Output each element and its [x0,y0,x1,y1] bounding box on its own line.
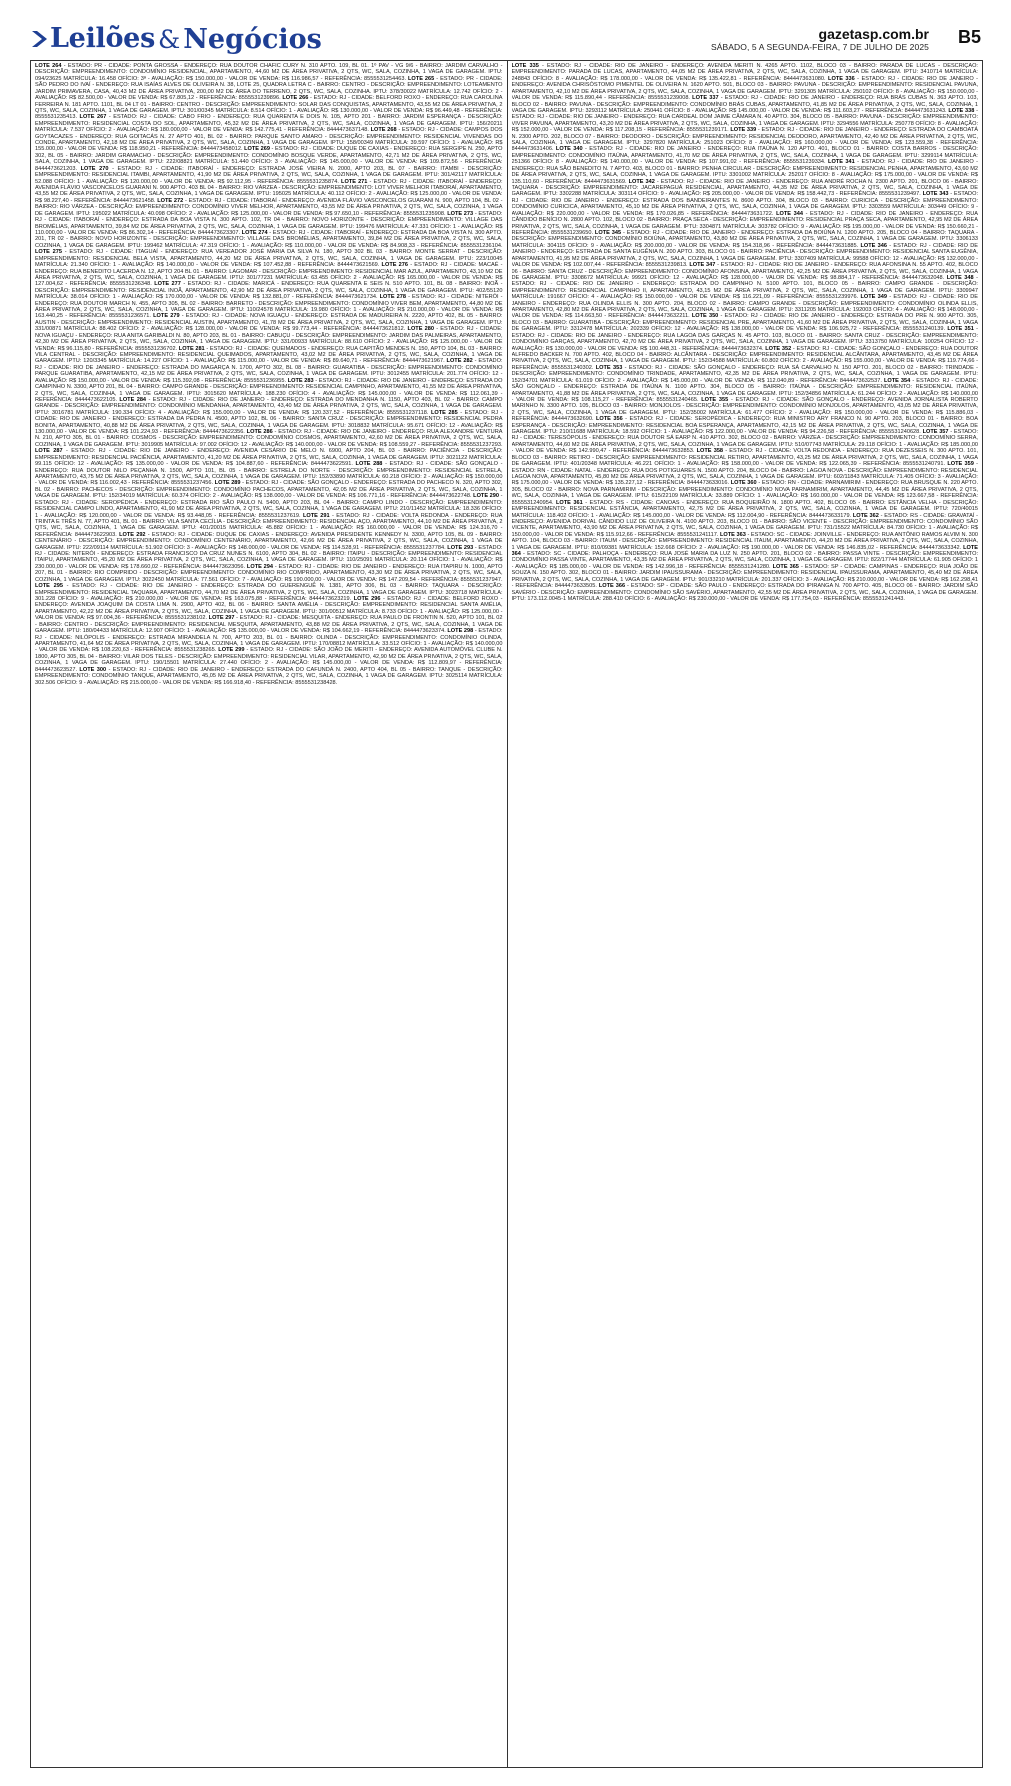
lot-id: LOTE 283 [287,377,314,384]
lot-id: LOTE 347 [689,262,716,269]
lot-id: LOTE 359 [947,461,974,468]
lot-text: - ESTADO: RJ - CIDADE: SEROPÉDICA - ENDEREÇO: ESTRADA RIO SÃO PAULO N. 5400, APTO 203, BL 04 - BAIRRO: CAMPO LINDO - DESCRIÇÃO: EMPREENDIMENTO: RESIDENCIAL CAMPO LINDO, APARTAMENTO, 41,90 M2 DE ÁREA PRIVATIVA, 2 QTS, WC, SALA, COZINHA, 1 VAGA DE GARAGEM. IPTU: 210/11452 MATRÍCULA: 18.336 OFÍCIO: 1 - AVALIAÇÃO: R$ 120.000,00 - VALOR DE VENDA: R$ 93.448,05 - REFERÊNCIA: 8555531237619. [35,493,503,519]
lot-id: LOTE 357 [922,429,949,436]
date-line: SÁBADO, 5 A SEGUNDA-FEIRA, 7 DE JULHO DE 2025 [710,42,929,52]
lot-id: LOTE 274 [241,229,268,236]
lot-text: - ESTADO: RJ - CIDADE: ITABORAÍ - ENDEREÇO: ESTRADA DA BOA VISTA N. 300 APTO. 102, TR 04 - BAIRRO: NOVO HORIZONTE - DESCRIÇÃO: EMPREENDIMENTO: VILLAGE DAS BROMÉLIAS, APARTAMENTO, 39,84 M2 DE ÁREA PRIVATIVA, 2 QTS, WC, SALA, COZINHA, 1 VAGA DE GARAGEM. IPTU: 199476 MATRÍCULA: 47.331 OFÍCIO: 1 - AVALIAÇÃO: R$ 110.000,00 - VALOR DE VENDA: R$ 86.302,14 - REFERÊNCIA: 8444473623307. [35,210,503,236]
chevron-right-icon [30,28,48,50]
brand-ampersand: & [157,24,181,54]
lot-text: - ESTADO: RJ - CIDADE: RIO DE JANEIRO - ENDEREÇO: RUA ALEXANDRE VENTURA N. 210, APTO 305, BL 01 - BAIRRO: COSMOS - DESCRIÇÃO: EMPREENDIMENTO: CONDOMÍNIO COSMOS, APARTAMENTO, 42,60 M2 DE ÁREA PRIVATIVA, 2 QTS, WC, SALA, COZINHA, 1 VAGA DE GARAGEM. IPTU: 3019905 MATRÍCULA: 97.002 OFÍCIO: 12 - AVALIAÇÃO: R$ 140.000,00 - VALOR DE VENDA: R$ 108.559,27 - REFERÊNCIA: 8555531237293. [35,429,503,448]
lot-id: LOTE 300 [79,666,107,673]
lot-text: - ESTADO: RJ - CIDADE: RIO DE JANEIRO - ENDEREÇO: RUA AFONSINA N. 55 APTO. 402, BLOCO 06 - BAIRRO: SANTA CRUZ - DESCRIÇÃO: EMPREENDIMENTO: CONDOMÍNIO AFONSINA, APARTAMENTO, 42,25 M2 DE ÁREA PRIVATIVA, 2 QTS, WC, SALA, COZINHA, 1 VAGA DE GARAGEM. IPTU: 3308672 MATRÍCULA: 99921 OFÍCIO: 12 - AVALIAÇÃO: R$ 128.000,00 - VALOR DE VENDA: R$ 98.884,17 - REFERÊNCIA: 8444473632048. [511,262,978,281]
lot-id: LOTE 362 [852,512,879,519]
lot-id: LOTE 346 [860,242,888,249]
lot-text: - ESTADO: RJ - CIDADE: RIO DE JANEIRO - ENDEREÇO: ESTRADA DA PEDRA N. 4500, APTO 102, BL 06 - BAIRRO: SANTA CRUZ - DESCRIÇÃO: EMPREENDIMENTO: RESIDENCIAL PEDRA BONITA, APARTAMENTO, 40,88 M2 DE ÁREA PRIVATIVA, 2 QTS, WC, SALA, COZINHA, 1 VAGA DE GARAGEM. IPTU: 3018832 MATRÍCULA: 95.671 OFÍCIO: 12 - AVALIAÇÃO: R$ 130.000,00 - VALOR DE VENDA: R$ 101.224,93 - REFERÊNCIA: 8444473622356. [35,409,503,436]
lot-text: - ESTADO: RJ - CIDADE: SÃO GONÇALO - ENDEREÇO: RUA DOUTOR ALFREDO BACKER N. 700 APTO. 402, BLOCO 04 - BAIRRO: ALCÂNTARA - DESCRIÇÃO: EMPREENDIMENTO: RESIDENCIAL ALCÂNTARA, APARTAMENTO, 43,45 M2 DE ÁREA PRIVATIVA, 2 QTS, WC, SALA, COZINHA, 1 VAGA DE GARAGEM. IPTU: 152/34588 MATRÍCULA: 60.802 OFÍCIO: 2 - AVALIAÇÃO: R$ 155.000,00 - VALOR DE VENDA: R$ 119.774,66 - REFERÊNCIA: 8555531240302. [511,345,978,371]
lot-id: LOTE 338 [948,107,975,114]
lot-id: LOTE 282 [446,358,473,365]
lot-id: LOTE 294 [246,563,274,570]
lot-text: - ESTADO: RJ - CIDADE: VOLTA REDONDA - ENDEREÇO: RUA TRINTA E TRÊS N. 77, APTO 401, BL 01 - BAIRRO: VILA SANTA CECÍLIA - DESCRIÇÃO: EMPREENDIMENTO: RESIDENCIAL AÇO, APARTAMENTO, 44,10 M2 DE ÁREA PRIVATIVA, 2 QTS, WC, SALA, COZINHA, 1 VAGA DE GARAGEM. IPTU: 401/20015 MATRÍCULA: 45.882 OFÍCIO: 1 - AVALIAÇÃO: R$ 160.000,00 - VALOR DE VENDA: R$ 124.316,70 - REFERÊNCIA: 8444473622903. [35,512,503,538]
lot-text: - ESTADO: RJ - CIDADE: MESQUITA - ENDEREÇO: RUA PAULO DE FRONTIN N. 520, APTO 101, BL 02 - BAIRRO: CENTRO - DESCRIÇÃO: EMPREENDIMENTO: RESIDENCIAL MESQUITA, APARTAMENTO, 43,88 M2 DE ÁREA PRIVATIVA, 2 QTS, WC, SALA, COZINHA, 1 VAGA DE GARAGEM. IPTU: 180/04433 MATRÍCULA: 12.907 OFÍCIO: 1 - AVALIAÇÃO: R$ 135.000,00 - VALOR DE VENDA: R$ 104.662,19 - REFERÊNCIA: 8444473623374. [35,615,503,635]
lot-text: - ESTADO: RJ - CIDADE: RIO DE JANEIRO - ENDEREÇO: AVENIDA MERITI N. 4265 APTO. 1102, BLOCO 03 - BAIRRO: PARADA DE LUCAS - DESCRIÇÃO: EMPREENDIMENTO: PARADA DE LUCAS, APARTAMENTO, 44,05 M2 DE ÁREA PRIVATIVA, 2 QTS, WC, SALA, COZINHA, 1 VAGA DE GARAGEM. IPTU: 3410714 MATRÍCULA: 248843 OFÍCIO: 8 - AVALIAÇÃO: R$ 178.000,00 - VALOR DE VENDA: R$ 135.422,81 - REFERÊNCIA: 8444473631080. [511,63,978,82]
lot-text: - ESTADO: SP - CIDADE: SÃO PAULO - ENDEREÇO: ESTRADA DO IPIRANGA N. 700 APTO. 405, BLOCO 06 - BAIRRO: JARDIM SÃO SAVÉRIO - DESCRIÇÃO: EMPREENDIMENTO: CONDOMÍNIO SÃO SAVÉRIO, APARTAMENTO, 42,55 M2 DE ÁREA PRIVATIVA, 2 QTS, WC, SALA, COZINHA, 1 VAGA DE GARAGEM. IPTU: 173.112.0045-1 MATRÍCULA: 288.410 OFÍCIO: 6 - AVALIAÇÃO: R$ 230.000,00 - VALOR DE VENDA: R$ 177.754,03 - REFERÊNCIA: 8555531241443. [511,583,978,603]
lot-id: LOTE 268 [370,127,397,134]
lot-id: LOTE 339 [730,127,757,134]
lot-id: LOTE 273 [447,210,474,217]
lot-text: - ESTADO: RJ - CIDADE: ITABORAÍ - ENDEREÇO: AVENIDA FLÁVIO VASCONCELOS GUARANI N. 900 APTO. 403 BL 04 - BAIRRO: RIO VÁRZEA - DESCRIÇÃO: EMPREENDIMENTO: LOT VIVER MELHOR ITABORAÍ, APARTAMENTO, 43,55 M2 DE ÁREA PRIVATIVA, 2 QTS, WC, SALA, COZINHA, 1 VAGA DE GARAGEM. IPTU: 195025 MATRÍCULA: 40.112 OFÍCIO: 2 - AVALIAÇÃO: R$ 125.000,00 - VALOR DE VENDA: R$ 98.227,40 - REFERÊNCIA: 8444473621458. [35,178,503,204]
lot-id: LOTE 358 [696,448,724,455]
lot-text: - ESTADO: RJ - CIDADE: NOVA IGUAÇU - ENDEREÇO: RUA ANITA GARIBALDI N. 80, APTO 203, BL 01 - BAIRRO: CABUÇU - DESCRIÇÃO: EMPREENDIMENTO: JARDIM DAS PALMEIRAS, APARTAMENTO, 42,30 M2 DE ÁREA PRIVATIVA, 2 QTS, WC, SALA, COZINHA, 1 VAGA DE GARAGEM. IPTU: 331/00933 MATRÍCULA: 88.610 OFÍCIO: 2 - AVALIAÇÃO: R$ 125.000,00 - VALOR DE VENDA: R$ 96.115,80 - REFERÊNCIA: 8555531236702. [35,326,503,352]
lot-id: LOTE 265 [408,75,435,82]
lot-id: LOTE 270 [80,165,109,172]
lot-text: - ESTADO: RJ - CIDADE: RIO DE JANEIRO - ENDEREÇO: ESTRADA DA BOIÚNA N. 1200 APTO. 205, BLOCO 04 - BAIRRO: TAQUARA - DESCRIÇÃO: EMPREENDIMENTO: CONDOMÍNIO BOIÚNA, APARTAMENTO, 43,80 M2 DE ÁREA PRIVATIVA, 2 QTS, WC, SALA, COZINHA, 1 VAGA DE GARAGEM. IPTU: 3306133 MATRÍCULA: 304115 OFÍCIO: 9 - AVALIAÇÃO: R$ 200.000,00 - VALOR DE VENDA: R$ 154.318,96 - REFERÊNCIA: 8444473631885. [511,229,978,249]
lot-id: LOTE 352 [765,345,792,352]
lot-id: LOTE 343 [922,191,949,198]
left-column-text [35,63,503,1765]
lot-id: LOTE 291 [302,512,330,519]
lot-text: - ESTADO: RJ - CIDADE: RIO DE JANEIRO - ENDEREÇO: RUA ANDRÉ ROCHA N. 2300 APTO. 201, BLOCO 06 - BAIRRO: TAQUARA - DESCRIÇÃO: EMPREENDIMENTO: JACAREPAGUÁ RESIDENCIAL, APARTAMENTO, 44,35 M2 DE ÁREA PRIVATIVA, 2 QTS, WC, SALA, COZINHA, 1 VAGA DE GARAGEM. IPTU: 3302288 MATRÍCULA: 303114 OFÍCIO: 9 - AVALIAÇÃO: R$ 205.000,00 - VALOR DE VENDA: R$ 158.442,73 - REFERÊNCIA: 8555531239497. [511,178,978,198]
site-url[interactable]: gazetasp.com.br [818,26,929,42]
lot-id: LOTE 341 [828,159,855,166]
lot-text: - ESTADO: RJ - CIDADE: RIO DE JANEIRO - ENDEREÇO: ESTRADA DO CAMPINHO N. 5100 APTO. 101, BLOCO 05 - BAIRRO: CAMPO GRANDE - DESCRIÇÃO: EMPREENDIMENTO: RESIDENCIAL CAMPINHO II, APARTAMENTO, 43,15 M2 DE ÁREA PRIVATIVA, 2 QTS, WC, SALA, COZINHA, 1 VAGA DE GARAGEM. IPTU: 3309947 MATRÍCULA: 191667 OFÍCIO: 4 - AVALIAÇÃO: R$ 150.000,00 - VALOR DE VENDA: R$ 116.221,09 - REFERÊNCIA: 8555531239976. [511,274,978,301]
lot-text: - ESTADO: RJ - CIDADE: ITABORAÍ - ENDEREÇO: ESTRADA DA BOA VISTA N. 300 APTO. 201, TR 02 - BAIRRO: NOVO HORIZONTE - DESCRIÇÃO: EMPREENDIMENTO: VILLAGE DAS BROMÉLIAS, APARTAMENTO, 39,84 M2 DE ÁREA PRIVATIVA, 2 QTS, WC, SALA, COZINHA, 1 VAGA DE GARAGEM. IPTU: 199462 MATRÍCULA: 47.319 OFÍCIO: 1 - AVALIAÇÃO: R$ 110.000,00 - VALOR DE VENDA: R$ 84.908,33 - REFERÊNCIA: 8555531236104. [35,229,503,249]
lot-id: LOTE 344 [776,210,803,217]
lot-id: LOTE 288 [355,461,383,468]
lot-text: - ESTADO: SC - CIDADE: PALHOÇA - ENDEREÇO: RUA JOSÉ MARIA DA LUZ N. 250 APTO. 201, BLOCO 02 - BAIRRO: PASSA VINTE - DESCRIÇÃO: EMPREENDIMENTO: CONDOMÍNIO PASSA VINTE, APARTAMENTO, 43,35 M2 DE ÁREA PRIVATIVA, 2 QTS, WC, SALA, COZINHA, 1 VAGA DE GARAGEM. IPTU: 822/17744 MATRÍCULA: 61.905 OFÍCIO: 1 - AVALIAÇÃO: R$ 185.000,00 - VALOR DE VENDA: R$ 142.996,18 - REFERÊNCIA: 8555531241280. [511,551,978,570]
lot-text: - ESTADO: RJ - CIDADE: RIO DE JANEIRO - ENDEREÇO: RUA SÃO BENEDITO N. 7 APTO. 403, BLOCO 01 - BAIRRO: PENHA CIRCULAR - DESCRIÇÃO: EMPREENDIMENTO: RESIDENCIAL PENHA, APARTAMENTO, 43,60 M2 DE ÁREA PRIVATIVA, 2 QTS, WC, SALA, COZINHA, 1 VAGA DE GARAGEM. IPTU: 3301002 MATRÍCULA: 252017 OFÍCIO: 8 - AVALIAÇÃO: R$ 175.000,00 - VALOR DE VENDA: R$ 135.110,60 - REFERÊNCIA: 8444473631569. [511,159,978,185]
lot-text: - ESTADO: RJ - CIDADE: SÃO JOÃO DE MERITI - ENDEREÇO: AVENIDA AUTOMÓVEL CLUBE N. 1800, APTO 305, BL 04 - BAIRRO: VILAR DOS TELES - DESCRIÇÃO: EMPREENDIMENTO: RESIDENCIAL VILAR, APARTAMENTO, 42,90 M2 DE ÁREA PRIVATIVA, 2 QTS, WC, SALA, COZINHA, 1 VAGA DE GARAGEM. IPTU: 190/15501 MATRÍCULA: 27.440 OFÍCIO: 2 - AVALIAÇÃO: R$ 145.000,00 - VALOR DE VENDA: R$ 112.809,97 - REFERÊNCIA: 8444473623527. [35,647,503,673]
left-column [31,61,507,1767]
lot-text: - ESTADO: RJ - CIDADE: SÃO GONÇALO - ENDEREÇO: AVENIDA JORNALISTA ROBERTO MARINHO N. 3300 APTO. 105, BLOCO 03 - BAIRRO: MONJOLOS - DESCRIÇÃO: EMPREENDIMENTO: CONDOMÍNIO MONJOLOS, APARTAMENTO, 43,05 M2 DE ÁREA PRIVATIVA, 2 QTS, WC, SALA, COZINHA, 1 VAGA DE GARAGEM. IPTU: 152/35002 MATRÍCULA: 61.477 OFÍCIO: 2 - AVALIAÇÃO: R$ 150.000,00 - VALOR DE VENDA: R$ 115.886,03 - REFERÊNCIA: 8444473632690. [511,396,978,423]
lot-text: - ESTADO: RJ - CIDADE: RIO DE JANEIRO - ENDEREÇO: AVENIDA CHRISÓSTOMO PIMENTEL DE OLIVEIRA N. 1620 APTO. 501, BLOCO 03 - BAIRRO: PAVUNA - DESCRIÇÃO: EMPREENDIMENTO: RESIDENCIAL PAVUNA, APARTAMENTO, 42,10 M2 DE ÁREA PRIVATIVA, 2 QTS, WC, SALA, COZINHA, 1 VAGA DE GARAGEM. IPTU: 3291305 MATRÍCULA: 250102 OFÍCIO: 8 - AVALIAÇÃO: R$ 150.000,00 - VALOR DE VENDA: R$ 115.890,44 - REFERÊNCIA: 8555531239008. [511,75,978,102]
lot-id: LOTE 271 [341,178,368,185]
lot-text: - ESTADO: RJ - CIDADE: RIO DE JANEIRO - ENDEREÇO: ESTRADA DOS BANDEIRANTES N. 8600 APTO. 304, BLOCO 03 - BAIRRO: CURICICA - DESCRIÇÃO: EMPREENDIMENTO: CONDOMÍNIO CURICICA, APARTAMENTO, 45,10 M2 DE ÁREA PRIVATIVA, 2 QTS, WC, SALA, COZINHA, 1 VAGA DE GARAGEM. IPTU: 3303559 MATRÍCULA: 303449 OFÍCIO: 9 - AVALIAÇÃO: R$ 220.000,00 - VALOR DE VENDA: R$ 170.026,85 - REFERÊNCIA: 8444473631722. [511,191,978,217]
lot-text: - ESTADO: RJ - CIDADE: RIO DE JANEIRO - ENDEREÇO: ESTRADA DE SANTA EUGÊNIA N. 200 APTO. 303, BLOCO 01 - BAIRRO: PACIÊNCIA - DESCRIÇÃO: EMPREENDIMENTO: RESIDENCIAL SANTA EUGÊNIA, APARTAMENTO, 41,95 M2 DE ÁREA PRIVATIVA, 2 QTS, WC, SALA, COZINHA, 1 VAGA DE GARAGEM. IPTU: 3307409 MATRÍCULA: 99588 OFÍCIO: 12 - AVALIAÇÃO: R$ 132.000,00 - VALOR DE VENDA: R$ 102.007,44 - REFERÊNCIA: 8555531239813. [511,242,978,269]
lot-id: LOTE 289 [214,480,241,487]
lot-id: LOTE 272 [157,197,184,204]
lot-id: LOTE 280 [407,326,434,333]
lot-text: - ESTADO: SC - CIDADE: JOINVILLE - ENDEREÇO: RUA ANTÔNIO RAMOS ALVIM N. 300 APTO. 104, BLOCO 03 - BAIRRO: ITAUM - DESCRIÇÃO: EMPREENDIMENTO: RESIDENCIAL ITAUM, APARTAMENTO, 44,20 M2 DE ÁREA PRIVATIVA, 2 QTS, WC, SALA, COZINHA, 1 VAGA DE GARAGEM. IPTU: 810/09381 MATRÍCULA: 152.668 OFÍCIO: 2 - AVALIAÇÃO: R$ 190.000,00 - VALOR DE VENDA: R$ 146.835,02 - REFERÊNCIA: 8444473633342. [511,531,978,551]
lot-text: - ESTADO: RN - CIDADE: PARNAMIRIM - ENDEREÇO: RUA BRUSQUE N. 220 APTO. 305, BLOCO 02 - BAIRRO: NOVA PARNAMIRIM - DESCRIÇÃO: EMPREENDIMENTO: CONDOMÍNIO NOVA PARNAMIRIM, APARTAMENTO, 44,45 M2 DE ÁREA PRIVATIVA, 2 QTS, WC, SALA, COZINHA, 1 VAGA DE GARAGEM. IPTU: 615/22109 MATRÍCULA: 33.889 OFÍCIO: 1 - AVALIAÇÃO: R$ 160.000,00 - VALOR DE VENDA: R$ 123.667,58 - REFERÊNCIA: 8555531240954. [511,480,978,506]
lot-id: LOTE 365 [772,563,799,570]
lot-text: - ESTADO: RJ - CIDADE: SÃO GONÇALO - ENDEREÇO: RUA SÁ CARVALHO N. 150 APTO. 201, BLOCO 02 - BAIRRO: TRINDADE - DESCRIÇÃO: EMPREENDIMENTO: CONDOMÍNIO TRINDADE, APARTAMENTO, 42,35 M2 DE ÁREA PRIVATIVA, 2 QTS, WC, SALA, COZINHA, 1 VAGA DE GARAGEM. IPTU: 152/34701 MATRÍCULA: 61.019 OFÍCIO: 2 - AVALIAÇÃO: R$ 145.000,00 - VALOR DE VENDA: R$ 112.040,89 - REFERÊNCIA: 8444473632537. [511,364,978,384]
lot-text: - ESTADO: RS - CIDADE: CANOAS - ENDEREÇO: RUA BOQUEIRÃO N. 1800 APTO. 402, BLOCO 05 - BAIRRO: ESTÂNCIA VELHA - DESCRIÇÃO: EMPREENDIMENTO: RESIDENCIAL ESTÂNCIA, APARTAMENTO, 42,75 M2 DE ÁREA PRIVATIVA, 2 QTS, WC, SALA, COZINHA, 1 VAGA DE GARAGEM. IPTU: 720/40015 MATRÍCULA: 118.402 OFÍCIO: 1 - AVALIAÇÃO: R$ 145.000,00 - VALOR DE VENDA: R$ 112.004,90 - REFERÊNCIA: 8444473633179. [511,499,978,519]
lot-id: LOTE 354 [883,377,911,384]
lot-text: - ESTADO: SP - CIDADE: CAMPINAS - ENDEREÇO: RUA JOÃO DE SOUZA N. 150 APTO. 302, BLOCO 01 - BAIRRO: JARDIM IPAUSSURAMA - DESCRIÇÃO: EMPREENDIMENTO: RESIDENCIAL IPAUSSURAMA, APARTAMENTO, 45,40 M2 DE ÁREA PRIVATIVA, 2 QTS, WC, SALA, COZINHA, 1 VAGA DE GARAGEM. IPTU: 901/33210 MATRÍCULA: 201.337 OFÍCIO: 3 - AVALIAÇÃO: R$ 210.000,00 - VALOR DE VENDA: R$ 162.298,41 - REFERÊNCIA: 8444473633505. [511,563,978,590]
lot-text: - ESTADO: RJ - CIDADE: SÃO GONÇALO - ENDEREÇO: RUA DOUTOR NILO PEÇANHA N. 1500, APTO 101, BL 05 - BAIRRO: ESTRELA DO NORTE - DESCRIÇÃO: EMPREENDIMENTO: RESIDENCIAL ESTRELA, APARTAMENTO, 43,75 M2 DE ÁREA PRIVATIVA, 2 QTS, WC, SALA, COZINHA, 1 VAGA DE GARAGEM. IPTU: 152/33890 MATRÍCULA: 60.218 OFÍCIO: 2 - AVALIAÇÃO: R$ 150.000,00 - VALOR DE VENDA: R$ 116.002,43 - REFERÊNCIA: 8555531237456. [35,461,503,487]
lot-id: LOTE 286 [246,429,273,436]
lot-id: LOTE 340 [555,146,583,153]
lot-text: - ESTADO: RJ - CIDADE: DUQUE DE CAXIAS - ENDEREÇO: RUA SERGIPE N. 250, APTO 302, BL 05 - BAIRRO: JARDIM GRAMACHO - DESCRIÇÃO: EMPREENDIMENTO: CONDOMÍNIO BOSQUE VERDE, APARTAMENTO, 42,71 M2 DE ÁREA PRIVATIVA, 2 QTS, WC, SALA, COZINHA, 1 VAGA DE GARAGEM. IPTU: 222/08821 MATRÍCULA: 51.440 OFÍCIO: 3 - AVALIAÇÃO: R$ 145.000,00 - VALOR DE VENDA: R$ 109.872,56 - REFERÊNCIA: 8444473621203. [35,146,503,172]
brand-negocios: Negócios [183,23,322,55]
lot-id: LOTE 269 [244,146,270,153]
lot-id: LOTE 337 [692,95,719,102]
lot-text: - ESTADO: RJ - CIDADE: BELFORD ROXO - ENDEREÇO: RUA CAROLINA FERREIRA N. 181 APTO. 1101, BL 04 LT 01 - BAIRRO: CENTRO - DESCRIÇÃO: EMPREENDIMENTO: SOLAR DAS CONQUISTAS, APARTAMENTO, 43,55 M2 DE ÁREA PRIVATIVA, 2 QTS, WC, SALA, COZINHA, 1 VAGA DE GARAGEM. IPTU: 301/00345 MATRÍCULA: 8.514 OFÍCIO: 1 - AVALIAÇÃO: R$ 130.000,00 - VALOR DE VENDA: R$ 96.449,48 - REFERÊNCIA: 8555531235413. [35,95,503,121]
page-number: B5 [957,27,981,47]
lot-text: - ESTADO: RJ - CIDADE: RIO DE JANEIRO - ENDEREÇO: ESTRADA DO MENDANHA N. 1150, APTO 403, BL 02 - BAIRRO: CAMPO GRANDE - DESCRIÇÃO: EMPREENDIMENTO: CONDOMÍNIO MENDANHA, APARTAMENTO, 43,40 M2 DE ÁREA PRIVATIVA, 2 QTS, WC, SALA, COZINHA, 1 VAGA DE GARAGEM. IPTU: 3016781 MATRÍCULA: 190.334 OFÍCIO: 4 - AVALIAÇÃO: R$ 155.000,00 - VALOR DE VENDA: R$ 120.337,52 - REFERÊNCIA: 8555531237118. [35,396,503,416]
lot-id: LOTE 364 [511,544,978,558]
lot-id: LOTE 295 [35,583,63,590]
lot-text: - ESTADO: RJ - CIDADE: TERESÓPOLIS - ENDEREÇO: RUA DOUTOR SÁ EARP N. 410 APTO. 302, BLOCO 02 - BAIRRO: VÁRZEA - DESCRIÇÃO: EMPREENDIMENTO: CONDOMÍNIO SERRA, APARTAMENTO, 44,60 M2 DE ÁREA PRIVATIVA, 2 QTS, WC, SALA, COZINHA, 1 VAGA DE GARAGEM. IPTU: 510/07743 MATRÍCULA: 29.118 OFÍCIO: 1 - AVALIAÇÃO: R$ 185.000,00 - VALOR DE VENDA: R$ 142.990,47 - REFERÊNCIA: 8444473632853. [511,429,978,455]
lot-id: LOTE 299 [218,647,245,654]
lot-id: LOTE 335 [511,63,539,69]
lot-text: - ESTADO: RJ - CIDADE: SÃO GONÇALO - ENDEREÇO: ESTRADA DE ITAÚNA N. 1100 APTO. 304, BLOCO 05 - BAIRRO: ITAÚNA - DESCRIÇÃO: EMPREENDIMENTO: RESIDENCIAL ITAÚNA, APARTAMENTO, 41,88 M2 DE ÁREA PRIVATIVA, 2 QTS, WC, SALA, COZINHA, 1 VAGA DE GARAGEM. IPTU: 152/34856 MATRÍCULA: 61.244 OFÍCIO: 2 - AVALIAÇÃO: R$ 140.000,00 - VALOR DE VENDA: R$ 108.115,27 - REFERÊNCIA: 8555531240465. [511,377,978,403]
lot-text: - ESTADO: RJ - CIDADE: QUEIMADOS - ENDEREÇO: RUA CAPITÃO MENDES N. 150, APTO 104, BL 03 - BAIRRO: VILA CENTRAL - DESCRIÇÃO: EMPREENDIMENTO: RESIDENCIAL QUEIMADOS, APARTAMENTO, 43,02 M2 DE ÁREA PRIVATIVA, 2 QTS, WC, SALA, COZINHA, 1 VAGA DE GARAGEM. IPTU: 120/3345 MATRÍCULA: 14.227 OFÍCIO: 1 - AVALIAÇÃO: R$ 115.000,00 - VALOR DE VENDA: R$ 89.640,71 - REFERÊNCIA: 8444473621967. [35,345,503,365]
lot-text: - ESTADO: RJ - CIDADE: RIO DE JANEIRO - ENDEREÇO: ESTRADA DO PRE N. 900 APTO. 305, BLOCO 03 - BAIRRO: GUARATIBA - DESCRIÇÃO: EMPREENDIMENTO: RESIDENCIAL PRE, APARTAMENTO, 41,60 M2 DE ÁREA PRIVATIVA, 2 QTS, WC, SALA, COZINHA, 1 VAGA DE GARAGEM. IPTU: 3312478 MATRÍCULA: 202339 OFÍCIO: 12 - AVALIAÇÃO: R$ 138.000,00 - VALOR DE VENDA: R$ 106.925,72 - REFERÊNCIA: 8555531240139. [511,313,978,333]
lot-id: LOTE 275 [35,249,62,256]
lot-text: - ESTADO: RJ - CIDADE: CABO FRIO - ENDEREÇO: RUA QUARENTA E DOIS N. 105, APTO 201 - BAIRRO: JARDIM ESPERANÇA - DESCRIÇÃO: EMPREENDIMENTO: RESIDENCIAL COSTA DO SOL, APARTAMENTO, 45,32 M2 DE ÁREA PRIVATIVA, 2 QTS, WC, SALA, COZINHA, 1 VAGA DE GARAGEM. IPTU: 156/20211 MATRÍCULA: 7.537 OFÍCIO: 2 - AVALIAÇÃO: R$ 180.000,00 - VALOR DE VENDA: R$ 142.775,41 - REFERÊNCIA: 8444473637148. [35,114,503,134]
lot-id: LOTE 360 [730,480,757,487]
lot-id: LOTE 350 [691,313,719,320]
lot-text: - ESTADO: RJ - CIDADE: ITAGUAÍ - ENDEREÇO: RUA VEREADOR JOSÉ MARIA DA SILVA N. 180, APTO 302 BL 03 - BAIRRO: MONTE SERRAT - DESCRIÇÃO: EMPREENDIMENTO: RESIDENCIAL BELA VISTA, APARTAMENTO, 44,20 M2 DE ÁREA PRIVATIVA, 2 QTS, WC, SALA, COZINHA, 1 VAGA DE GARAGEM. IPTU: 223/10045 MATRÍCULA: 21.340 OFÍCIO: 1 - AVALIAÇÃO: R$ 140.000,00 - VALOR DE VENDA: R$ 107.452,88 - REFERÊNCIA: 8444473621569. [35,249,503,269]
lot-text: - ESTADO: RJ - CIDADE: RIO DE JANEIRO - ENDEREÇO: RUA OLINDA ELLIS N. 300 APTO. 204, BLOCO 02 - BAIRRO: CAMPO GRANDE - DESCRIÇÃO: EMPREENDIMENTO: CONDOMÍNIO OLINDA ELLIS, APARTAMENTO, 42,80 M2 DE ÁREA PRIVATIVA, 2 QTS, WC, SALA, COZINHA, 1 VAGA DE GARAGEM. IPTU: 3311205 MATRÍCULA: 192003 OFÍCIO: 4 - AVALIAÇÃO: R$ 148.000,00 - VALOR DE VENDA: R$ 114.663,50 - REFERÊNCIA: 8444473632211. [511,294,978,320]
lot-id: LOTE 279 [153,313,180,320]
lot-id: LOTE 336 [828,75,855,82]
lot-id: LOTE 287 [35,448,63,455]
lot-id: LOTE 366 [598,583,626,590]
section-brand [30,23,322,55]
lot-id: LOTE 363 [719,531,746,538]
lot-text: - ESTADO: RJ - CIDADE: RIO DE JANEIRO - ENDEREÇO: ESTRADA DO CAMBOATÁ N. 2300 APTO. 202, BLOCO 07 - BAIRRO: DEODORO - DESCRIÇÃO: EMPREENDIMENTO: RESIDENCIAL DEODORO, APARTAMENTO, 42,40 M2 DE ÁREA PRIVATIVA, 2 QTS, WC, SALA, COZINHA, 1 VAGA DE GARAGEM. IPTU: 3297820 MATRÍCULA: 251023 OFÍCIO: 8 - AVALIAÇÃO: R$ 160.000,00 - VALOR DE VENDA: R$ 123.559,38 - REFERÊNCIA: 8444473631406. [511,127,978,153]
lot-text: - ESTADO: RJ - CIDADE: RIO DE JANEIRO - ENDEREÇO: ESTRADA DO CAMPINHO N. 3300, APTO 201, BL 04 - BAIRRO: CAMPO GRANDE - DESCRIÇÃO: EMPREENDIMENTO: RESIDENCIAL CAMPINHO, APARTAMENTO, 41,55 M2 DE ÁREA PRIVATIVA, 2 QTS, WC, SALA, COZINHA, 1 VAGA DE GARAGEM. IPTU: 3015620 MATRÍCULA: 188.230 OFÍCIO: 4 - AVALIAÇÃO: R$ 145.000,00 - VALOR DE VENDA: R$ 112.061,39 - REFERÊNCIA: 8444473622105. [35,377,503,403]
lot-id: LOTE 285 [430,409,458,416]
lot-text: - ESTADO: RJ - CIDADE: RIO DE JANEIRO - ENDEREÇO: AVENIDA CESÁRIO DE MELO N. 6900, APTO 204, BL 03 - BAIRRO: PACIÊNCIA - DESCRIÇÃO: EMPREENDIMENTO: RESIDENCIAL PACIÊNCIA, APARTAMENTO, 41,20 M2 DE ÁREA PRIVATIVA, 2 QTS, WC, SALA, COZINHA, 1 VAGA DE GARAGEM. IPTU: 3021122 MATRÍCULA: 99.115 OFÍCIO: 12 - AVALIAÇÃO: R$ 135.000,00 - VALOR DE VENDA: R$ 104.887,60 - REFERÊNCIA: 8444473622591. [35,448,503,468]
lot-id: LOTE 349 [860,294,888,301]
lot-text: - ESTADO: RJ - CIDADE: VOLTA REDONDA - ENDEREÇO: RUA DEZESSEIS N. 300 APTO. 101, BLOCO 03 - BAIRRO: RETIRO - DESCRIÇÃO: EMPREENDIMENTO: RESIDENCIAL RETIRO, APARTAMENTO, 43,25 M2 DE ÁREA PRIVATIVA, 2 QTS, WC, SALA, COZINHA, 1 VAGA DE GARAGEM. IPTU: 401/20348 MATRÍCULA: 46.221 OFÍCIO: 1 - AVALIAÇÃO: R$ 158.000,00 - VALOR DE VENDA: R$ 122.065,39 - REFERÊNCIA: 8555531240791. [511,448,978,468]
lot-text: - ESTADO: RJ - CIDADE: MACAÉ - ENDEREÇO: RUA BENEDITO LACERDA N. 12, APTO 204 BL 01 - BAIRRO: LAGOMAR - DESCRIÇÃO: EMPREENDIMENTO: RESIDENCIAL MAR AZUL, APARTAMENTO, 43,10 M2 DE ÁREA PRIVATIVA, 2 QTS, WC, SALA, COZINHA, 1 VAGA DE GARAGEM. IPTU: 301/77231 MATRÍCULA: 63.455 OFÍCIO: 2 - AVALIAÇÃO: R$ 165.000,00 - VALOR DE VENDA: R$ 127.004,62 - REFERÊNCIA: 8555531236348. [35,262,503,288]
lot-text: - ESTADO: RJ - CIDADE: RIO DE JANEIRO - ENDEREÇO: RUA CARDEAL DOM JAIME CÂMARA N. 40 APTO. 304, BLOCO 05 - BAIRRO: PAVUNA - DESCRIÇÃO: EMPREENDIMENTO: VIVER PAVUNA, APARTAMENTO, 43,20 M2 DE ÁREA PRIVATIVA, 2 QTS, WC, SALA, COZINHA, 1 VAGA DE GARAGEM. IPTU: 3294556 MATRÍCULA: 250778 OFÍCIO: 8 - AVALIAÇÃO: R$ 152.000,00 - VALOR DE VENDA: R$ 117.208,15 - REFERÊNCIA: 8555531239171. [511,107,978,134]
lot-id: LOTE 345 [594,229,622,236]
right-column-text [512,63,979,1765]
lot-text: - ESTADO: RS - CIDADE: GRAVATAÍ - ENDEREÇO: AVENIDA DORIVAL CÂNDIDO LUZ DE OLIVEIRA N. 4100 APTO. 203, BLOCO 01 - BAIRRO: SÃO VICENTE - DESCRIÇÃO: EMPREENDIMENTO: CONDOMÍNIO SÃO VICENTE, APARTAMENTO, 43,90 M2 DE ÁREA PRIVATIVA, 2 QTS, WC, SALA, COZINHA, 1 VAGA DE GARAGEM. IPTU: 731/15522 MATRÍCULA: 84.730 OFÍCIO: 1 - AVALIAÇÃO: R$ 150.000,00 - VALOR DE VENDA: R$ 115.912,66 - REFERÊNCIA: 8555531241117. [511,512,978,538]
lot-id: LOTE 351 [947,326,974,333]
lot-id: LOTE 264 [35,63,62,69]
lot-id: LOTE 281 [178,345,205,352]
lot-id: LOTE 292 [119,531,146,538]
lot-text: - ESTADO: RJ - CIDADE: RIO DE JANEIRO - ENDEREÇO: RUA BRÁS CUBAS N. 363 APTO. 103, BLOCO 02 - BAIRRO: PAVUNA - DESCRIÇÃO: EMPREENDIMENTO: CONDOMÍNIO BRÁS CUBAS, APARTAMENTO, 41,85 M2 DE ÁREA PRIVATIVA, 2 QTS, WC, SALA, COZINHA, 1 VAGA DE GARAGEM. IPTU: 3293112 MATRÍCULA: 250441 OFÍCIO: 8 - AVALIAÇÃO: R$ 145.000,00 - VALOR DE VENDA: R$ 111.603,27 - REFERÊNCIA: 8444473631243. [511,95,978,114]
lot-id: LOTE 342 [628,178,655,185]
lot-text: - ESTADO: RJ - CIDADE: RIO DE JANEIRO - ENDEREÇO: ESTRADA DO MAGARÇA N. 1700, APTO 302, BL 08 - BAIRRO: GUARATIBA - DESCRIÇÃO: EMPREENDIMENTO: CONDOMÍNIO PARQUE GUARATIBA, APARTAMENTO, 42,15 M2 DE ÁREA PRIVATIVA, 2 QTS, WC, SALA, COZINHA, 1 VAGA DE GARAGEM. IPTU: 3012455 MATRÍCULA: 201.774 OFÍCIO: 12 - AVALIAÇÃO: R$ 150.000,00 - VALOR DE VENDA: R$ 115.392,08 - REFERÊNCIA: 8555531236955. [35,358,503,384]
lot-text: - ESTADO: RJ - CIDADE: RIO DE JANEIRO - ENDEREÇO: RUA LAGOA DAS GARÇAS N. 45 APTO. 103, BLOCO 01 - BAIRRO: SANTA CRUZ - DESCRIÇÃO: EMPREENDIMENTO: CONDOMÍNIO GARÇAS, APARTAMENTO, 42,70 M2 DE ÁREA PRIVATIVA, 2 QTS, WC, SALA, COZINHA, 1 VAGA DE GARAGEM. IPTU: 3313750 MATRÍCULA: 100254 OFÍCIO: 12 - AVALIAÇÃO: R$ 130.000,00 - VALOR DE VENDA: R$ 100.448,31 - REFERÊNCIA: 8444473632374. [511,326,978,352]
lot-entry [35,667,503,686]
lot-text: - ESTADO: RN - CIDADE: NATAL - ENDEREÇO: RUA DOS POTIGUARES N. 1500 APTO. 204, BLOCO 04 - BAIRRO: LAGOA NOVA - DESCRIÇÃO: EMPREENDIMENTO: RESIDENCIAL LAGOA NOVA, APARTAMENTO, 45,80 M2 DE ÁREA PRIVATIVA, 2 QTS, WC, SALA, COZINHA, 1 VAGA DE GARAGEM. IPTU: 602/11843 MATRÍCULA: 71.405 OFÍCIO: 3 - AVALIAÇÃO: R$ 175.000,00 - VALOR DE VENDA: R$ 135.227,12 - REFERÊNCIA: 8444473633016. [511,461,978,487]
lot-id: LOTE 293 [447,544,474,551]
lot-id: LOTE 355 [701,396,729,403]
lot-id: LOTE 348 [946,274,974,281]
lot-id: LOTE 361 [555,499,583,506]
lot-id: LOTE 296 [353,596,381,603]
lot-id: LOTE 284 [119,396,147,403]
lot-text: - ESTADO: RJ - CIDADE: ITABORAÍ - ENDEREÇO: AVENIDA FLÁVIO VASCONCELOS GUARANI N. 900, APTO 104, BL 02 - BAIRRO: RIO VÁRZEA - DESCRIÇÃO: EMPREENDIMENTO: CONDOMÍNIO VIVER MELHOR, APARTAMENTO, 43,55 M2 DE ÁREA PRIVATIVA, 2 QTS, WC, SALA, COZINHA, 1 VAGA DE GARAGEM. IPTU: 195022 MATRÍCULA: 40.098 OFÍCIO: 2 - AVALIAÇÃO: R$ 125.000,00 - VALOR DE VENDA: R$ 97.650,10 - REFERÊNCIA: 8555531235908. [35,197,503,217]
lot-id: LOTE 290 [473,493,500,500]
lot-id: LOTE 356 [596,416,623,423]
lot-text: - ESTADO: RJ - CIDADE: SEROPÉDICA - ENDEREÇO: RUA MINISTRO ARY FRANCO N. 90 APTO. 203, BLOCO 01 - BAIRRO: BOA ESPERANÇA - DESCRIÇÃO: EMPREENDIMENTO: RESIDENCIAL BOA ESPERANÇA, APARTAMENTO, 42,15 M2 DE ÁREA PRIVATIVA, 2 QTS, WC, SALA, COZINHA, 1 VAGA DE GARAGEM. IPTU: 210/11688 MATRÍCULA: 18.592 OFÍCIO: 1 - AVALIAÇÃO: R$ 122.000,00 - VALOR DE VENDA: R$ 94.226,58 - REFERÊNCIA: 8555531240628. [511,416,978,436]
brand-leiloes: Leilões [50,23,155,54]
lot-text: - ESTADO: RJ - CIDADE: NITERÓI - ENDEREÇO: RUA DOUTOR MARCH N. 455, APTO 305, BL 02 - BAIRRO: BARRETO - DESCRIÇÃO: EMPREENDIMENTO: CONDOMÍNIO VIVER BEM, APARTAMENTO, 44,80 M2 DE ÁREA PRIVATIVA, 2 QTS, WC, SALA, COZINHA, 1 VAGA DE GARAGEM. IPTU: 110/24578 MATRÍCULA: 19.980 OFÍCIO: 1 - AVALIAÇÃO: R$ 210.000,00 - VALOR DE VENDA: R$ 163.440,25 - REFERÊNCIA: 8555531236571. [35,294,503,320]
lot-text: - ESTADO: RJ - CIDADE: SÃO GONÇALO - ENDEREÇO: ESTRADA DO PACHECO N. 320, APTO 302, BL 02 - BAIRRO: PACHECOS - DESCRIÇÃO: EMPREENDIMENTO: CONDOMÍNIO PACHECOS, APARTAMENTO, 42,05 M2 DE ÁREA PRIVATIVA, 2 QTS, WC, SALA, COZINHA, 1 VAGA DE GARAGEM. IPTU: 152/34019 MATRÍCULA: 60.374 OFÍCIO: 2 - AVALIAÇÃO: R$ 138.000,00 - VALOR DE VENDA: R$ 106.771,16 - REFERÊNCIA: 8444473622748. [35,480,503,500]
lot-id: LOTE 278 [379,294,406,301]
lot-text: - ESTADO: RJ - CIDADE: BELFORD ROXO - ENDEREÇO: AVENIDA JOAQUIM DA COSTA LIMA N. 2900, APTO 402, BL 06 - BAIRRO: SANTA AMÉLIA - DESCRIÇÃO: EMPREENDIMENTO: RESIDENCIAL SANTA AMÉLIA, APARTAMENTO, 42,22 M2 DE ÁREA PRIVATIVA, 2 QTS, WC, SALA, COZINHA, 1 VAGA DE GARAGEM. IPTU: 301/00512 MATRÍCULA: 8.733 OFÍCIO: 1 - AVALIAÇÃO: R$ 125.000,00 - VALOR DE VENDA: R$ 97.004,36 - REFERÊNCIA: 8555531238102. [35,596,503,622]
lot-text: - ESTADO: RJ - CIDADE: CAMPOS DOS GOYTACAZES - ENDEREÇO: RUA GOITACÁS N. 27 APTO 401, BL 02 - BAIRRO: PARQUE SANTO AMARO - DESCRIÇÃO: EMPREENDIMENTO: RESIDENCIAL VIVENDAS DO CONDE, APARTAMENTO, 42,18 M2 DE ÁREA PRIVATIVA, 2 QTS, WC, SALA, COZINHA, 1 VAGA DE GARAGEM. IPTU: 158/00349 MATRÍCULA: 39.597 OFÍCIO: 1 - AVALIAÇÃO: R$ 155.000,00 - VALOR DE VENDA: R$ 118.950,21 - REFERÊNCIA: 8444473458012. [35,127,503,153]
lot-id: LOTE 297 [208,615,235,622]
lot-text: - ESTADO: PR - CIDADE: PONTA GROSSA - ENDEREÇO: RUA DOUTOR CHAFIC CURY N. 310 APTO. 109, BL 01. 1º PAV - VG 9/6 - BAIRRO: JARDIM CARVALHO - DESCRIÇÃO: EMPREENDIMENTO: CONDOMÍNIO RESIDENCIAL, APARTAMENTO, 44,60 M2 DE ÁREA PRIVATIVA, 2 QTS, WC, SALA, COZINHA, 1 VAGA DE GARAGEM. IPTU: 094/23625 MATRÍCULA: 16.458 OFÍCIO: 3ª - AVALIAÇÃO: R$ 150.000,00 - VALOR DE VENDA: R$ 116.986,57 - REFERÊNCIA: 8555531254463. [35,63,503,82]
lot-id: LOTE 277 [154,281,181,288]
lot-text: - ESTADO: RJ - CIDADE: DUQUE DE CAXIAS - ENDEREÇO: AVENIDA PRESIDENTE KENNEDY N. 3300, APTO 105, BL 09 - BAIRRO: CENTENÁRIO - DESCRIÇÃO: EMPREENDIMENTO: CONDOMÍNIO CENTENÁRIO, APARTAMENTO, 42,66 M2 DE ÁREA PRIVATIVA, 2 QTS, WC, SALA, COZINHA, 1 VAGA DE GARAGEM. IPTU: 222/09114 MATRÍCULA: 51.902 OFÍCIO: 3 - AVALIAÇÃO: R$ 148.000,00 - VALOR DE VENDA: R$ 114.528,91 - REFERÊNCIA: 8555531237784. [35,531,503,551]
lot-id: LOTE 276 [381,262,408,269]
lot-text: - ESTADO: RJ - CIDADE: RIO DE JANEIRO - ENDEREÇO: RUA ITAPIRU N. 1000, APTO 207, BL 01 - BAIRRO: RIO COMPRIDO - DESCRIÇÃO: EMPREENDIMENTO: CONDOMÍNIO RIO COMPRIDO, APARTAMENTO, 43,30 M2 DE ÁREA PRIVATIVA, 2 QTS, WC, SALA, COZINHA, 1 VAGA DE GARAGEM. IPTU: 3022450 MATRÍCULA: 77.561 OFÍCIO: 7 - AVALIAÇÃO: R$ 190.000,00 - VALOR DE VENDA: R$ 147.209,54 - REFERÊNCIA: 8555531237947. [35,563,503,583]
lot-id: LOTE 267 [79,114,107,121]
lot-id: LOTE 266 [282,95,309,102]
listing-columns [30,60,983,1768]
lot-text: - ESTADO: RJ - CIDADE: NITERÓI - ENDEREÇO: ESTRADA FRANCISCO DA CRUZ NUNES N. 6100, APTO 304, BL 02 - BAIRRO: ITAIPU - DESCRIÇÃO: EMPREENDIMENTO: RESIDENCIAL ITAIPU, APARTAMENTO, 45,20 M2 DE ÁREA PRIVATIVA, 2 QTS, WC, SALA, COZINHA, 1 VAGA DE GARAGEM. IPTU: 110/25091 MATRÍCULA: 20.114 OFÍCIO: 1 - AVALIAÇÃO: R$ 230.000,00 - VALOR DE VENDA: R$ 178.660,02 - REFERÊNCIA: 8444473623056. [35,544,503,570]
lot-text: - ESTADO: RJ - CIDADE: ITABORAÍ - ENDEREÇO: ESTRADA JOSÉ VIEIRA N. 2000, APTO 203, BL 07 - BAIRRO: ITAMBI - DESCRIÇÃO: EMPREENDIMENTO: RESIDENCIAL ITAMBI, APARTAMENTO, 41,90 M2 DE ÁREA PRIVATIVA, 2 QTS, WC, SALA, COZINHA, 1 VAGA DE GARAGEM. IPTU: 301/42117 MATRÍCULA: 52.088 OFÍCIO: 1 - AVALIAÇÃO: R$ 120.000,00 - VALOR DE VENDA: R$ 92.112,95 - REFERÊNCIA: 8555531235874. [35,165,503,185]
lot-text: - ESTADO: RJ - CIDADE: RIO DE JANEIRO - ENDEREÇO: RUA ITAÚNA N. 120 APTO. 401, BLOCO 01 - BAIRRO: COSTA BARROS - DESCRIÇÃO: EMPREENDIMENTO: CONDOMÍNIO ITAÚNA, APARTAMENTO, 41,70 M2 DE ÁREA PRIVATIVA, 2 QTS, WC, SALA, COZINHA, 1 VAGA DE GARAGEM. IPTU: 3299114 MATRÍCULA: 251366 OFÍCIO: 8 - AVALIAÇÃO: R$ 140.000,00 - VALOR DE VENDA: R$ 107.991,02 - REFERÊNCIA: 8555531239334. [511,146,978,166]
lot-text: - ESTADO: PR - CIDADE: SÃO PEDRO DO IVAÍ - ENDEREÇO: RUA ISAÍAS ALVES DE OLIVEIRA N. 38, LOTE 25, QUADRA LETRA C - BAIRRO: CENTRO - DESCRIÇÃO: EMPREENDIMENTO: LOTEAMENTO JARDIM PRIMAVERA, CASA, 40,43 M2 DE ÁREA PRIVATIVA, 200,00 M2 DE ÁREA DO TERRENO, 2 QTS, WC, SALA, COZINHA. IPTU: 378/30022 MATRÍCULA: 12.742 OFÍCIO: 2 - AVALIAÇÃO: R$ 82.500,00 - VALOR DE VENDA: R$ 67.805,12 - REFERÊNCIA: 8555531239896. [35,75,503,102]
lot-text: - ESTADO: RJ - CIDADE: RIO DE JANEIRO - ENDEREÇO: RUA CÂNDIDO BENÍCIO N. 2800 APTO. 102, BLOCO 02 - BAIRRO: PRAÇA SECA - DESCRIÇÃO: EMPREENDIMENTO: RESIDENCIAL PRAÇA SECA, APARTAMENTO, 42,95 M2 DE ÁREA PRIVATIVA, 2 QTS, WC, SALA, COZINHA, 1 VAGA DE GARAGEM. IPTU: 3304871 MATRÍCULA: 303782 OFÍCIO: 9 - AVALIAÇÃO: R$ 195.000,00 - VALOR DE VENDA: R$ 150.660,21 - REFERÊNCIA: 8555531239650. [511,210,978,236]
lot-text: - ESTADO: RJ - CIDADE: RIO DE JANEIRO - ENDEREÇO: ESTRADA DO GUERENGUÊ N. 1381, APTO 306, BL 03 - BAIRRO: TAQUARA - DESCRIÇÃO: EMPREENDIMENTO: RESIDENCIAL TAQUARA, APARTAMENTO, 44,70 M2 DE ÁREA PRIVATIVA, 2 QTS, WC, SALA, COZINHA, 1 VAGA DE GARAGEM. IPTU: 3023718 MATRÍCULA: 301.228 OFÍCIO: 9 - AVALIAÇÃO: R$ 210.000,00 - VALOR DE VENDA: R$ 163.075,88 - REFERÊNCIA: 8444473623219. [35,583,503,603]
lot-id: LOTE 298 [447,628,474,635]
lot-text: - ESTADO: RJ - CIDADE: MARICÁ - ENDEREÇO: RUA QUARENTA E SEIS N. 510 APTO. 101, BL 08 - BAIRRO: INOÃ - DESCRIÇÃO: EMPREENDIMENTO: RESIDENCIAL INOÃ, APARTAMENTO, 42,90 M2 DE ÁREA PRIVATIVA, 2 QTS, WC, SALA, COZINHA, 1 VAGA DE GARAGEM. IPTU: 402/55120 MATRÍCULA: 38.014 OFÍCIO: 1 - AVALIAÇÃO: R$ 170.000,00 - VALOR DE VENDA: R$ 132.881,07 - REFERÊNCIA: 8444473621734. [35,281,503,301]
right-column [507,61,983,1767]
lot-text: - ESTADO: RJ - CIDADE: RIO DE JANEIRO - ENDEREÇO: ESTRADA DO CAFUNDÁ N. 2400, APTO 404, BL 05 - BAIRRO: TANQUE - DESCRIÇÃO: EMPREENDIMENTO: CONDOMÍNIO TANQUE, APARTAMENTO, 45,05 M2 DE ÁREA PRIVATIVA, 2 QTS, WC, SALA, COZINHA, 1 VAGA DE GARAGEM. IPTU: 3025114 MATRÍCULA: 302.506 OFÍCIO: 9 - AVALIAÇÃO: R$ 215.000,00 - VALOR DE VENDA: R$ 166.918,40 - REFERÊNCIA: 8555531238428. [35,666,503,686]
lot-id: LOTE 353 [595,364,623,371]
page-header [30,23,981,58]
lot-text: - ESTADO: RJ - CIDADE: NOVA IGUAÇU - ENDEREÇO: ESTRADA DE MADUREIRA N. 2220, APTO 402, BL 05 - BAIRRO: AUSTIN - DESCRIÇÃO: EMPREENDIMENTO: RESIDENCIAL AUSTIN, APARTAMENTO, 41,78 M2 DE ÁREA PRIVATIVA, 2 QTS, WC, SALA, COZINHA, 1 VAGA DE GARAGEM. IPTU: 331/00871 MATRÍCULA: 88.402 OFÍCIO: 2 - AVALIAÇÃO: R$ 128.000,00 - VALOR DE VENDA: R$ 99.773,44 - REFERÊNCIA: 8444473621812. [35,313,503,333]
lot-text: - ESTADO: RJ - CIDADE: NILÓPOLIS - ENDEREÇO: ESTRADA MIRANDELA N. 700, APTO 203, BL 01 - BAIRRO: OLINDA - DESCRIÇÃO: EMPREENDIMENTO: CONDOMÍNIO OLINDA, APARTAMENTO, 41,64 M2 DE ÁREA PRIVATIVA, 2 QTS, WC, SALA, COZINHA, 1 VAGA DE GARAGEM. IPTU: 170/08812 MATRÍCULA: 33.512 OFÍCIO: 1 - AVALIAÇÃO: R$ 140.000,00 - VALOR DE VENDA: R$ 108.220,63 - REFERÊNCIA: 8555531238265. [35,628,503,654]
